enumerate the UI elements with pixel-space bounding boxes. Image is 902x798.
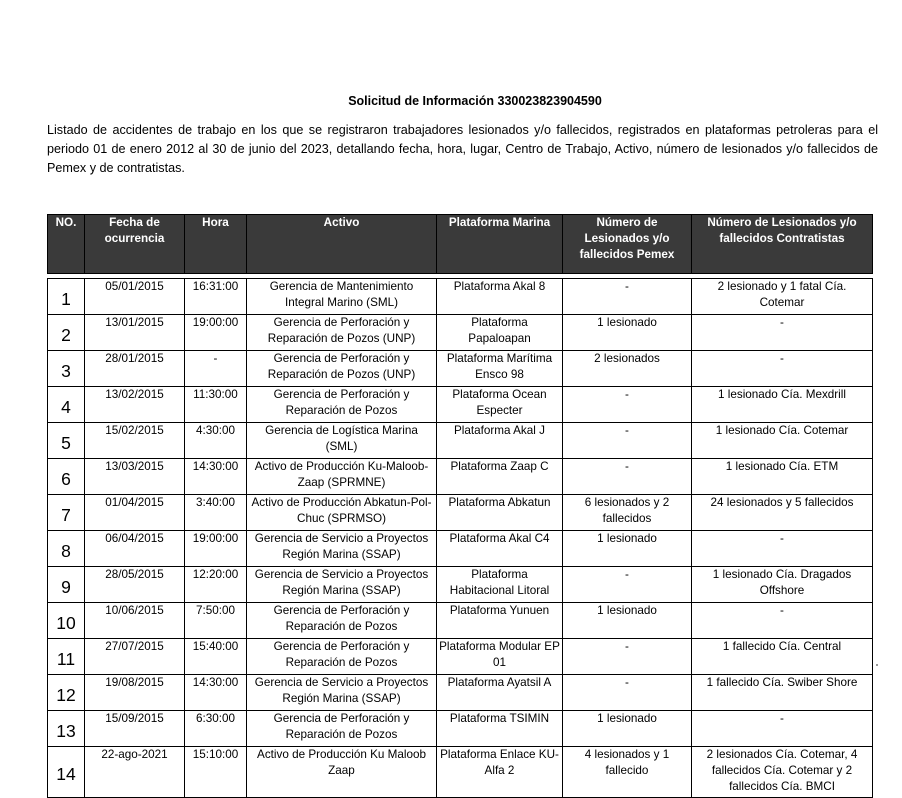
cell-activo: Gerencia de Perforación y Reparación de Pozos — [247, 711, 437, 747]
cell-contratistas: 1 lesionado Cía. Cotemar — [692, 423, 873, 459]
cell-no: 11 — [48, 639, 85, 675]
cell-contratistas: 1 lesionado Cía. ETM — [692, 459, 873, 495]
cell-contratistas: - — [692, 711, 873, 747]
cell-activo: Activo de Producción Abkatun-Pol-Chuc (SPRMSO) — [247, 495, 437, 531]
table-row — [48, 315, 873, 351]
cell-fecha: 13/03/2015 — [85, 459, 185, 495]
table-row — [48, 747, 873, 798]
cell-contratistas: 1 fallecido Cía. Swiber Shore — [692, 675, 873, 711]
cell-hora: 19:00:00 — [185, 531, 247, 567]
cell-plataforma: Plataforma Papaloapan — [437, 315, 563, 351]
cell-hora: 3:40:00 — [185, 495, 247, 531]
cell-fecha: 05/01/2015 — [85, 279, 185, 315]
cell-activo: Gerencia de Servicio a Proyectos Región Marina (SSAP) — [247, 531, 437, 567]
cell-contratistas: 1 fallecido Cía. Central — [692, 639, 873, 675]
table-header-row — [48, 215, 873, 274]
cell-contratistas: 2 lesionado y 1 fatal Cía. Cotemar — [692, 279, 873, 315]
stray-mark — [876, 664, 878, 666]
cell-contratistas: 24 lesionados y 5 fallecidos — [692, 495, 873, 531]
cell-activo: Gerencia de Perforación y Reparación de Pozos (UNP) — [247, 351, 437, 387]
cell-fecha: 10/06/2015 — [85, 603, 185, 639]
cell-activo: Gerencia de Logística Marina (SML) — [247, 423, 437, 459]
cell-activo: Gerencia de Perforación y Reparación de Pozos (UNP) — [247, 315, 437, 351]
table-row — [48, 495, 873, 531]
header-no: NO. — [48, 215, 85, 274]
header-plataforma: Plataforma Marina — [437, 215, 563, 274]
cell-plataforma: Plataforma Akal J — [437, 423, 563, 459]
cell-pemex: 1 lesionado — [563, 603, 692, 639]
table-row — [48, 639, 873, 675]
cell-no: 8 — [48, 531, 85, 567]
cell-pemex: 6 lesionados y 2 fallecidos — [563, 495, 692, 531]
cell-no: 12 — [48, 675, 85, 711]
header-contratistas: Número de Lesionados y/o fallecidos Contratistas — [692, 215, 873, 274]
table-row — [48, 459, 873, 495]
cell-fecha: 28/05/2015 — [85, 567, 185, 603]
cell-activo: Activo de Producción Ku-Maloob-Zaap (SPRMNE) — [247, 459, 437, 495]
cell-hora: 19:00:00 — [185, 315, 247, 351]
cell-pemex: - — [563, 639, 692, 675]
cell-no: 1 — [48, 279, 85, 315]
cell-activo: Gerencia de Mantenimiento Integral Marino (SML) — [247, 279, 437, 315]
cell-plataforma: Plataforma Marítima Ensco 98 — [437, 351, 563, 387]
table-row — [48, 387, 873, 423]
cell-contratistas: - — [692, 531, 873, 567]
cell-pemex: - — [563, 567, 692, 603]
cell-hora: 4:30:00 — [185, 423, 247, 459]
cell-activo: Gerencia de Perforación y Reparación de Pozos — [247, 639, 437, 675]
cell-fecha: 15/09/2015 — [85, 711, 185, 747]
table-row — [48, 531, 873, 567]
cell-hora: 15:40:00 — [185, 639, 247, 675]
header-activo: Activo — [247, 215, 437, 274]
table-row — [48, 711, 873, 747]
cell-activo: Gerencia de Servicio a Proyectos Región Marina (SSAP) — [247, 567, 437, 603]
cell-contratistas: 1 lesionado Cía. Mexdrill — [692, 387, 873, 423]
cell-fecha: 22-ago-2021 — [85, 747, 185, 798]
cell-fecha: 13/02/2015 — [85, 387, 185, 423]
cell-fecha: 06/04/2015 — [85, 531, 185, 567]
cell-contratistas: - — [692, 351, 873, 387]
cell-fecha: 28/01/2015 — [85, 351, 185, 387]
cell-no: 5 — [48, 423, 85, 459]
cell-contratistas: - — [692, 603, 873, 639]
cell-plataforma: Plataforma Yunuen — [437, 603, 563, 639]
cell-hora: 7:50:00 — [185, 603, 247, 639]
cell-fecha: 15/02/2015 — [85, 423, 185, 459]
cell-pemex: - — [563, 387, 692, 423]
cell-fecha: 13/01/2015 — [85, 315, 185, 351]
cell-activo: Activo de Producción Ku Maloob Zaap — [247, 747, 437, 798]
cell-plataforma: Plataforma Habitacional Litoral — [437, 567, 563, 603]
cell-pemex: 4 lesionados y 1 fallecido — [563, 747, 692, 798]
cell-activo: Gerencia de Perforación y Reparación de Pozos — [247, 387, 437, 423]
cell-pemex: 1 lesionado — [563, 531, 692, 567]
cell-contratistas: - — [692, 315, 873, 351]
cell-fecha: 27/07/2015 — [85, 639, 185, 675]
table-body — [48, 279, 873, 798]
cell-plataforma: Plataforma Modular EP 01 — [437, 639, 563, 675]
cell-plataforma: Plataforma Abkatun — [437, 495, 563, 531]
cell-plataforma: Plataforma Akal 8 — [437, 279, 563, 315]
table-row — [48, 279, 873, 315]
cell-no: 9 — [48, 567, 85, 603]
table-row — [48, 603, 873, 639]
cell-hora: 11:30:00 — [185, 387, 247, 423]
cell-hora: 14:30:00 — [185, 459, 247, 495]
cell-pemex: 2 lesionados — [563, 351, 692, 387]
table-row — [48, 423, 873, 459]
cell-hora: 12:20:00 — [185, 567, 247, 603]
cell-fecha: 19/08/2015 — [85, 675, 185, 711]
cell-plataforma: Plataforma TSIMIN — [437, 711, 563, 747]
cell-contratistas: 1 lesionado Cía. Dragados Offshore — [692, 567, 873, 603]
cell-pemex: - — [563, 675, 692, 711]
cell-contratistas: 2 lesionados Cía. Cotemar, 4 fallecidos Cía. Cotemar y 2 fallecidos Cía. BMCI — [692, 747, 873, 798]
header-pemex: Número de Lesionados y/o fallecidos Pemex — [563, 215, 692, 274]
cell-plataforma: Plataforma Ayatsil A — [437, 675, 563, 711]
accidents-table — [47, 214, 873, 798]
cell-no: 14 — [48, 747, 85, 798]
cell-plataforma: Plataforma Zaap C — [437, 459, 563, 495]
cell-plataforma: Plataforma Ocean Especter — [437, 387, 563, 423]
cell-pemex: 1 lesionado — [563, 711, 692, 747]
cell-plataforma: Plataforma Enlace KU-Alfa 2 — [437, 747, 563, 798]
table-row — [48, 351, 873, 387]
table-row — [48, 567, 873, 603]
cell-hora: 14:30:00 — [185, 675, 247, 711]
cell-hora: 6:30:00 — [185, 711, 247, 747]
cell-no: 4 — [48, 387, 85, 423]
document-intro: Listado de accidentes de trabajo en los que se registraron trabajadores lesionados y/o fallecidos, registrados en plataformas petroleras para el periodo 01 de enero 2012 al 30 de junio del 2023, detallando fecha, hora, lugar, Centro de Trabajo, Activo, número de lesionados y/o fallecidos de Pemex y de contratistas. — [47, 123, 878, 175]
cell-plataforma: Plataforma Akal C4 — [437, 531, 563, 567]
table-row — [48, 675, 873, 711]
cell-no: 10 — [48, 603, 85, 639]
cell-hora: 15:10:00 — [185, 747, 247, 798]
cell-no: 3 — [48, 351, 85, 387]
cell-pemex: - — [563, 423, 692, 459]
cell-no: 6 — [48, 459, 85, 495]
cell-activo: Gerencia de Servicio a Proyectos Región Marina (SSAP) — [247, 675, 437, 711]
cell-fecha: 01/04/2015 — [85, 495, 185, 531]
cell-pemex: 1 lesionado — [563, 315, 692, 351]
cell-hora: - — [185, 351, 247, 387]
cell-no: 13 — [48, 711, 85, 747]
header-fecha: Fecha de ocurrencia — [85, 215, 185, 274]
cell-no: 2 — [48, 315, 85, 351]
cell-pemex: - — [563, 279, 692, 315]
cell-pemex: - — [563, 459, 692, 495]
document-title: Solicitud de Información 330023823904590 — [348, 94, 602, 108]
header-hora: Hora — [185, 215, 247, 274]
cell-hora: 16:31:00 — [185, 279, 247, 315]
cell-no: 7 — [48, 495, 85, 531]
cell-activo: Gerencia de Perforación y Reparación de Pozos — [247, 603, 437, 639]
